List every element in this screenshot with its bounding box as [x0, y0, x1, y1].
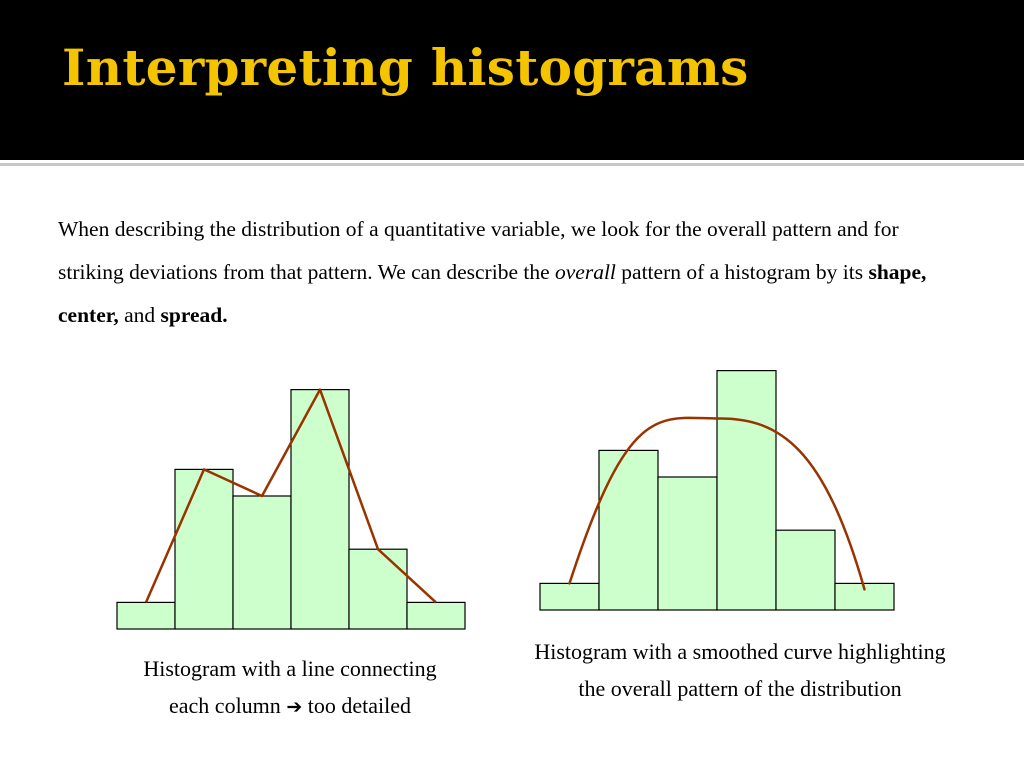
- paragraph-text-1: When describing the distribution of a quantitative variable, we look for the overall pattern and for striking deviations from that pattern. We can describe the: [58, 217, 899, 284]
- histogram-bar: [233, 496, 291, 629]
- histogram-bar: [349, 549, 407, 629]
- left-caption-text-a: each column: [169, 693, 287, 718]
- left-caption-line1: Histogram with a line connecting: [143, 656, 437, 681]
- histogram-bar: [658, 477, 717, 610]
- right-arrow-icon: ➔: [286, 696, 303, 718]
- paragraph-text-2: pattern of a histogram by its: [615, 260, 869, 284]
- histogram-bar: [175, 469, 233, 629]
- slide-title: Interpreting histograms: [62, 38, 749, 97]
- left-caption-line2: [90, 687, 490, 726]
- paragraph-overall: overall: [555, 260, 616, 284]
- left-histogram: [117, 390, 465, 629]
- paragraph-shape-center: shape, center,: [58, 260, 927, 327]
- paragraph-and: and: [118, 303, 161, 327]
- histogram-bar: [599, 450, 658, 610]
- right-histogram: [540, 371, 894, 610]
- paragraph-spread: spread.: [160, 303, 228, 327]
- histogram-bar: [407, 602, 465, 629]
- left-caption: [90, 650, 490, 726]
- left-caption-text-b: too detailed: [302, 693, 411, 718]
- histogram-bar: [117, 602, 175, 629]
- histogram-bar: [717, 371, 776, 610]
- right-caption: Histogram with a smoothed curve highlighting the overall pattern of the distribution: [534, 639, 946, 701]
- histogram-bar: [540, 583, 599, 610]
- histogram-bar: [776, 530, 835, 610]
